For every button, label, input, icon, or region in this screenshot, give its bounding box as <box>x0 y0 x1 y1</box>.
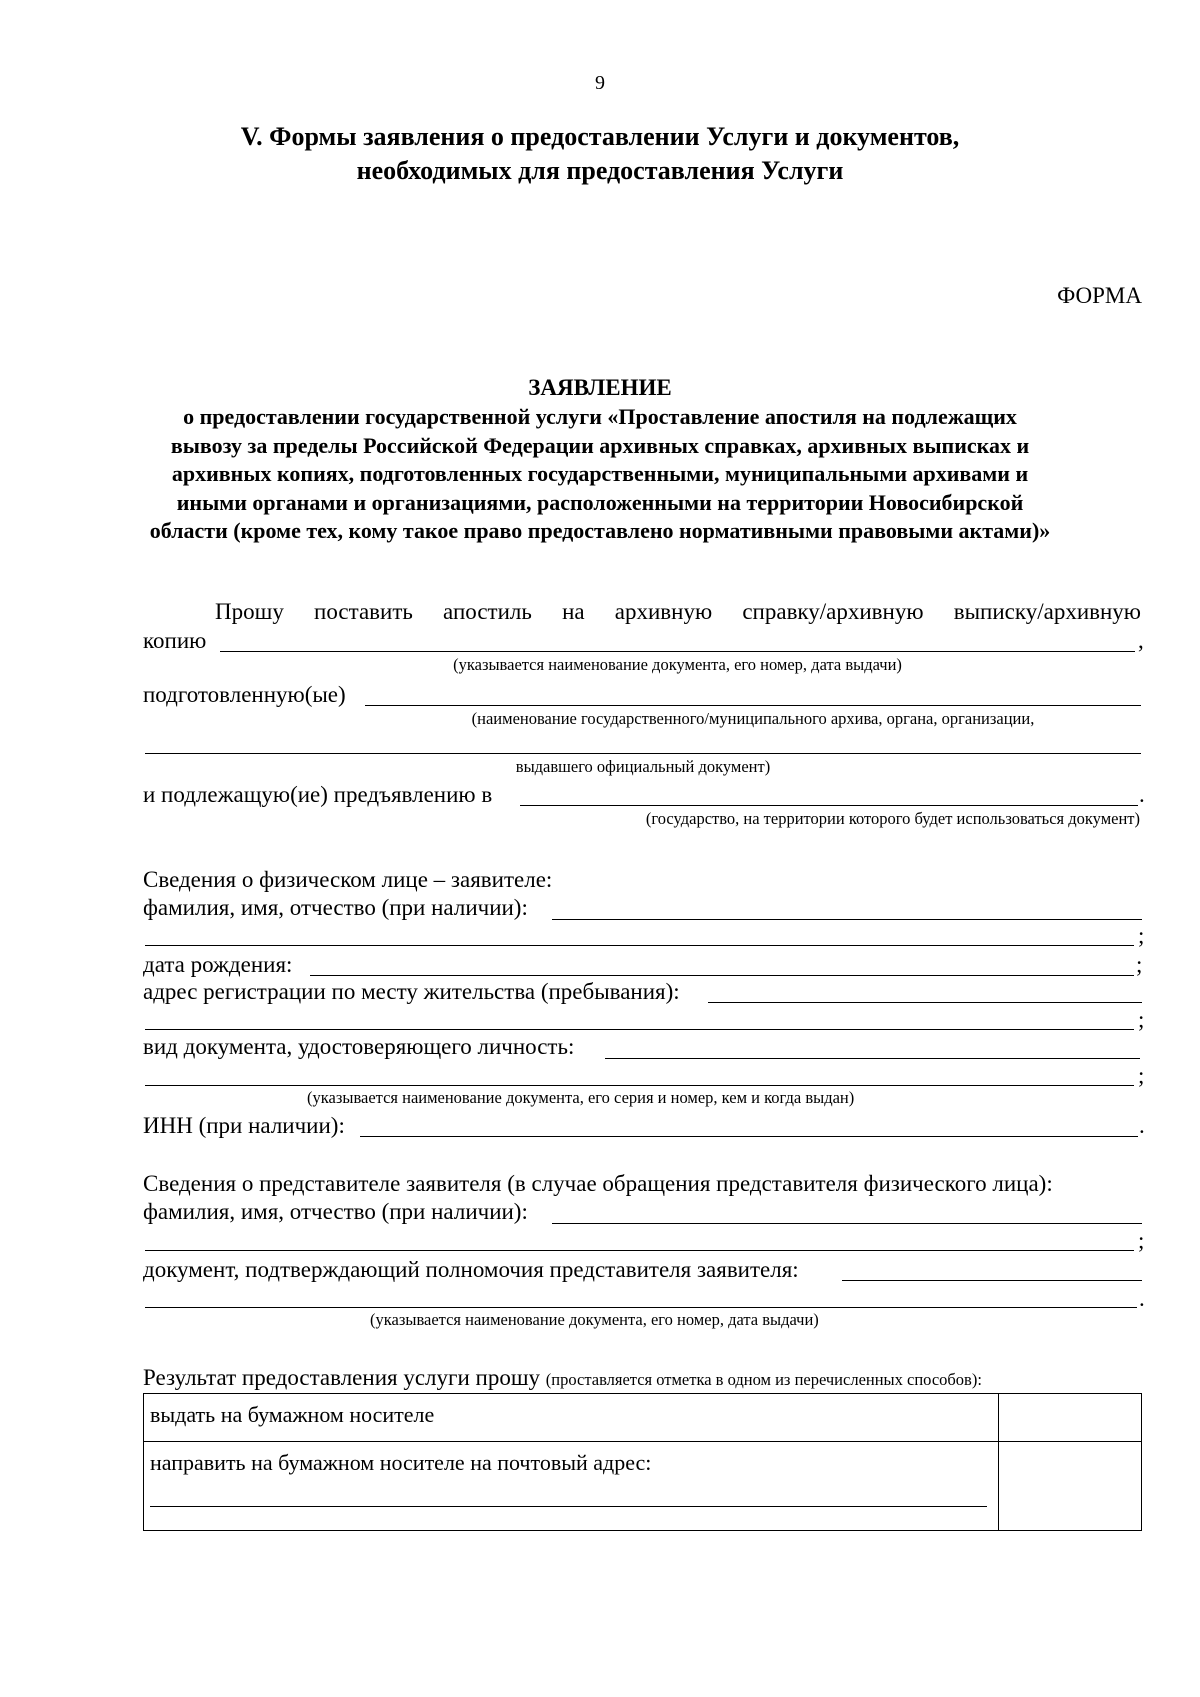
result-heading <box>143 1364 982 1394</box>
authority-document-label: документ, подтверждающий полномочия представителя заявителя: <box>143 1257 799 1282</box>
request-word: Прошу <box>215 599 284 624</box>
address-field-2[interactable] <box>145 1029 1134 1030</box>
copy-field[interactable] <box>220 651 1135 652</box>
application-subtitle <box>0 403 1200 546</box>
present-period: . <box>1139 782 1145 807</box>
authority-document-hint: (указывается наименование документа, его номер, дата выдачи) <box>370 1310 819 1329</box>
semicolon: ; <box>1138 1228 1145 1253</box>
address-field[interactable] <box>708 1002 1142 1003</box>
applicant-fio-field-2[interactable] <box>145 945 1134 946</box>
representative-fio-field[interactable] <box>552 1223 1142 1224</box>
prepared-field-2[interactable] <box>145 753 1141 754</box>
authority-document-field[interactable] <box>842 1280 1142 1281</box>
request-word: апостиль <box>443 599 532 624</box>
section-title-line1: V. Формы заявления о предоставлении Услуги и документов, <box>240 122 960 151</box>
birth-date-label: дата рождения: <box>143 952 293 977</box>
result-option-row <box>144 1394 1142 1442</box>
request-word: справку/архивную <box>742 599 924 624</box>
applicant-fio-label: фамилия, имя, отчество (при наличии): <box>143 895 528 920</box>
prepared-label: подготовленную(ые) <box>143 682 346 707</box>
semicolon: ; <box>1138 1063 1145 1088</box>
period: . <box>1139 1286 1145 1311</box>
result-heading-note: (проставляется отметка в одном из перечисленных способов): <box>545 1370 982 1389</box>
prepared-field[interactable] <box>365 705 1141 706</box>
request-word: поставить <box>314 599 413 624</box>
section-title-line2: необходимых для предоставления Услуги <box>356 156 844 185</box>
prepared-hint-2: выдавшего официальный документ) <box>515 757 771 776</box>
result-option-text: направить на бумажном носителе на почтовый адрес: <box>150 1450 652 1475</box>
representative-fio-label: фамилия, имя, отчество (при наличии): <box>143 1199 528 1224</box>
result-option-checkbox[interactable] <box>999 1442 1142 1531</box>
semicolon: ; <box>1138 1007 1145 1032</box>
result-options-table <box>143 1393 1142 1531</box>
postal-address-field[interactable] <box>150 1506 987 1507</box>
request-word: архивную <box>614 599 713 624</box>
id-document-field-2[interactable] <box>145 1085 1134 1086</box>
subtitle-line: о предоставлении государственной услуги «Проставление апостиля на подлежащих <box>183 404 1017 429</box>
request-word: выписку/архивную <box>953 599 1141 624</box>
id-document-label: вид документа, удостоверяющего личность: <box>143 1034 575 1059</box>
result-option-checkbox[interactable] <box>999 1394 1142 1442</box>
subtitle-line: иными органами и организациями, расположенными на территории Новосибирской <box>176 489 1024 515</box>
authority-document-field-2[interactable] <box>145 1307 1137 1308</box>
subtitle-line: вывозу за пределы Российской Федерации архивных справках, архивных выписках и <box>170 432 1030 458</box>
result-option-label <box>144 1442 999 1531</box>
result-option-label: выдать на бумажном носителе <box>144 1394 999 1442</box>
request-word: на <box>562 599 585 624</box>
copy-comma: , <box>1138 628 1144 653</box>
result-option-row <box>144 1442 1142 1531</box>
prepared-hint-1: (наименование государственного/муниципального архива, органа, организации, <box>471 709 1035 728</box>
present-hint: (государство, на территории которого будет использоваться документ) <box>645 809 1140 828</box>
present-label: и подлежащую(ие) предъявлению в <box>143 782 493 807</box>
id-document-field[interactable] <box>605 1058 1140 1059</box>
representative-heading: Сведения о представителе заявителя (в случае обращения представителя физического лица): <box>143 1171 1053 1196</box>
result-heading-text: Результат предоставления услуги прошу <box>143 1365 541 1390</box>
form-label: ФОРМА <box>1057 283 1142 308</box>
id-document-hint: (указывается наименование документа, его серия и номер, кем и когда выдан) <box>307 1088 855 1107</box>
page-number: 9 <box>595 72 605 94</box>
inn-label: ИНН (при наличии): <box>143 1113 345 1138</box>
request-first-line <box>215 598 1141 626</box>
copy-hint: (указывается наименование документа, его номер, дата выдачи) <box>453 655 902 674</box>
subtitle-line: архивных копиях, подготовленных государственными, муниципальными архивами и <box>171 461 1029 486</box>
application-title: ЗАЯВЛЕНИЕ <box>528 375 672 400</box>
representative-fio-field-2[interactable] <box>145 1250 1134 1251</box>
inn-field[interactable] <box>360 1136 1138 1137</box>
applicant-heading: Сведения о физическом лице – заявителе: <box>143 867 553 892</box>
applicant-fio-field[interactable] <box>552 919 1142 920</box>
birth-date-field[interactable] <box>310 975 1134 976</box>
copy-label: копию <box>143 628 207 653</box>
semicolon: ; <box>1136 952 1143 977</box>
subtitle-line: области (кроме тех, кому такое право предоставлено нормативными правовыми актами)» <box>149 518 1051 543</box>
semicolon: ; <box>1138 923 1145 948</box>
period: . <box>1139 1113 1145 1138</box>
address-label: адрес регистрации по месту жительства (пребывания): <box>143 979 680 1004</box>
present-field[interactable] <box>520 805 1138 806</box>
